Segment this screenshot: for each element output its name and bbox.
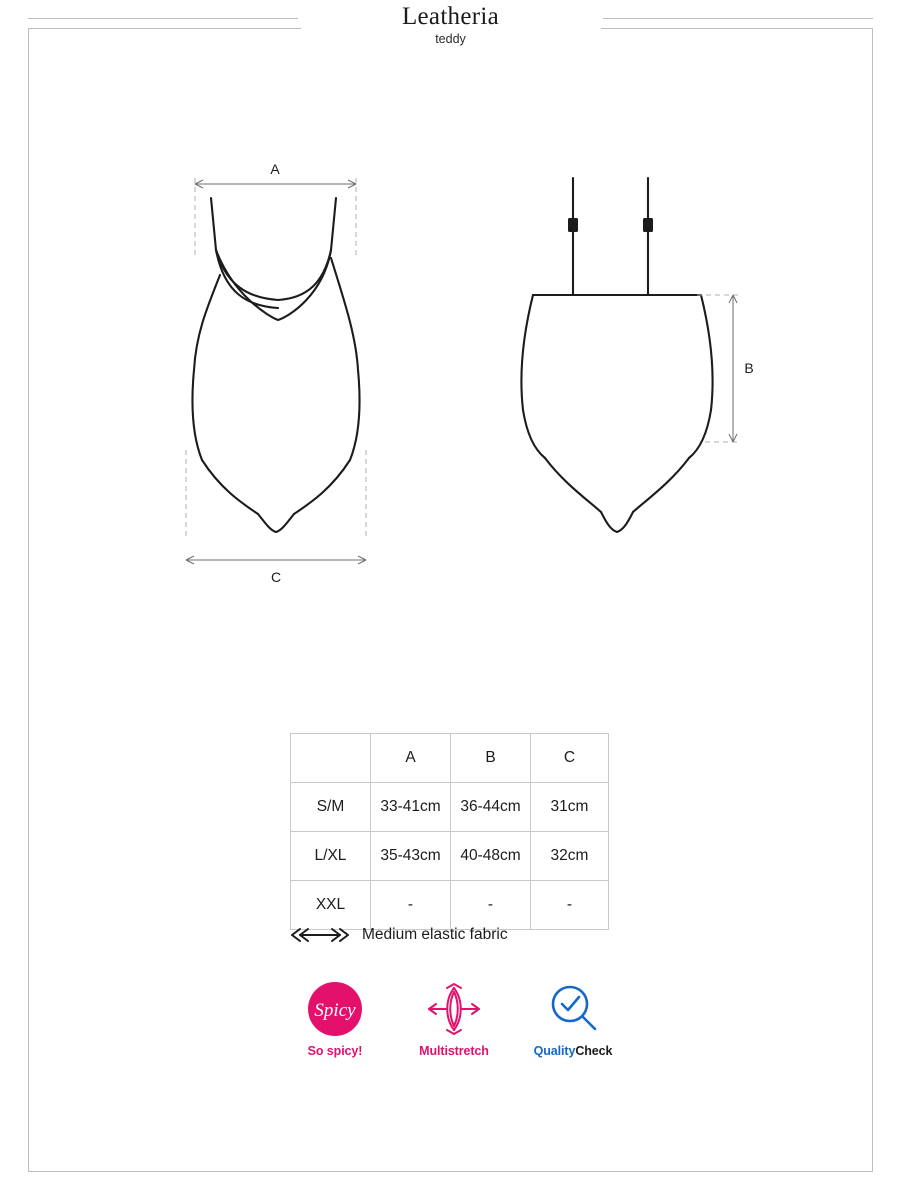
- table-header-c: C: [531, 734, 609, 783]
- row-value-a: 35-43cm: [371, 832, 451, 881]
- badge-caption-quality: Quality: [533, 1044, 576, 1058]
- table-header-row: [291, 734, 609, 783]
- title-rule-right: [603, 18, 873, 19]
- row-value-c: 32cm: [531, 832, 609, 881]
- row-value-a: 33-41cm: [371, 783, 451, 832]
- table-row: [291, 832, 609, 881]
- row-value-c: 31cm: [531, 783, 609, 832]
- row-size-label: L/XL: [291, 832, 371, 881]
- badge-spicy: [290, 978, 380, 1058]
- size-table-container: [290, 733, 608, 930]
- row-value-b: 36-44cm: [451, 783, 531, 832]
- dimension-label-c: C: [270, 569, 282, 585]
- table-header-blank: [291, 734, 371, 783]
- multistretch-icon: [409, 978, 499, 1040]
- dimension-label-b: B: [744, 360, 754, 376]
- row-size-label: S/M: [291, 783, 371, 832]
- elastic-fabric-note: [290, 925, 710, 945]
- size-table: [290, 733, 609, 930]
- table-row: [291, 881, 609, 930]
- badge-qualitycheck: [528, 978, 618, 1058]
- badge-multistretch: [409, 978, 499, 1058]
- badge-caption-spicy: So spicy!: [307, 1044, 363, 1058]
- technical-drawings: [28, 120, 873, 620]
- brand-name: Leatheria: [401, 3, 500, 30]
- row-size-label: XXL: [291, 881, 371, 930]
- elastic-fabric-label: Medium elastic fabric: [362, 926, 508, 943]
- badge-caption-qualitycheck: [528, 1044, 618, 1058]
- title-block: [301, 0, 601, 52]
- row-value-b: -: [451, 881, 531, 930]
- product-type: teddy: [435, 32, 466, 47]
- row-value-b: 40-48cm: [451, 832, 531, 881]
- table-row: [291, 783, 609, 832]
- spicy-badge-word: Spicy: [314, 1000, 356, 1021]
- front-view-drawing: [128, 120, 428, 620]
- title-rule-left: [28, 18, 298, 19]
- badge-caption-check: Check: [575, 1044, 613, 1058]
- back-view-drawing: [483, 120, 783, 620]
- row-value-c: -: [531, 881, 609, 930]
- table-header-a: A: [371, 734, 451, 783]
- feature-badges: [290, 978, 620, 1058]
- magnifier-check-icon: [528, 978, 618, 1040]
- double-arrow-icon: [290, 925, 350, 945]
- table-header-b: B: [451, 734, 531, 783]
- badge-caption-multistretch: Multistretch: [419, 1044, 489, 1058]
- spicy-badge-icon: [290, 978, 380, 1040]
- row-value-a: -: [371, 881, 451, 930]
- dimension-label-a: A: [270, 161, 280, 177]
